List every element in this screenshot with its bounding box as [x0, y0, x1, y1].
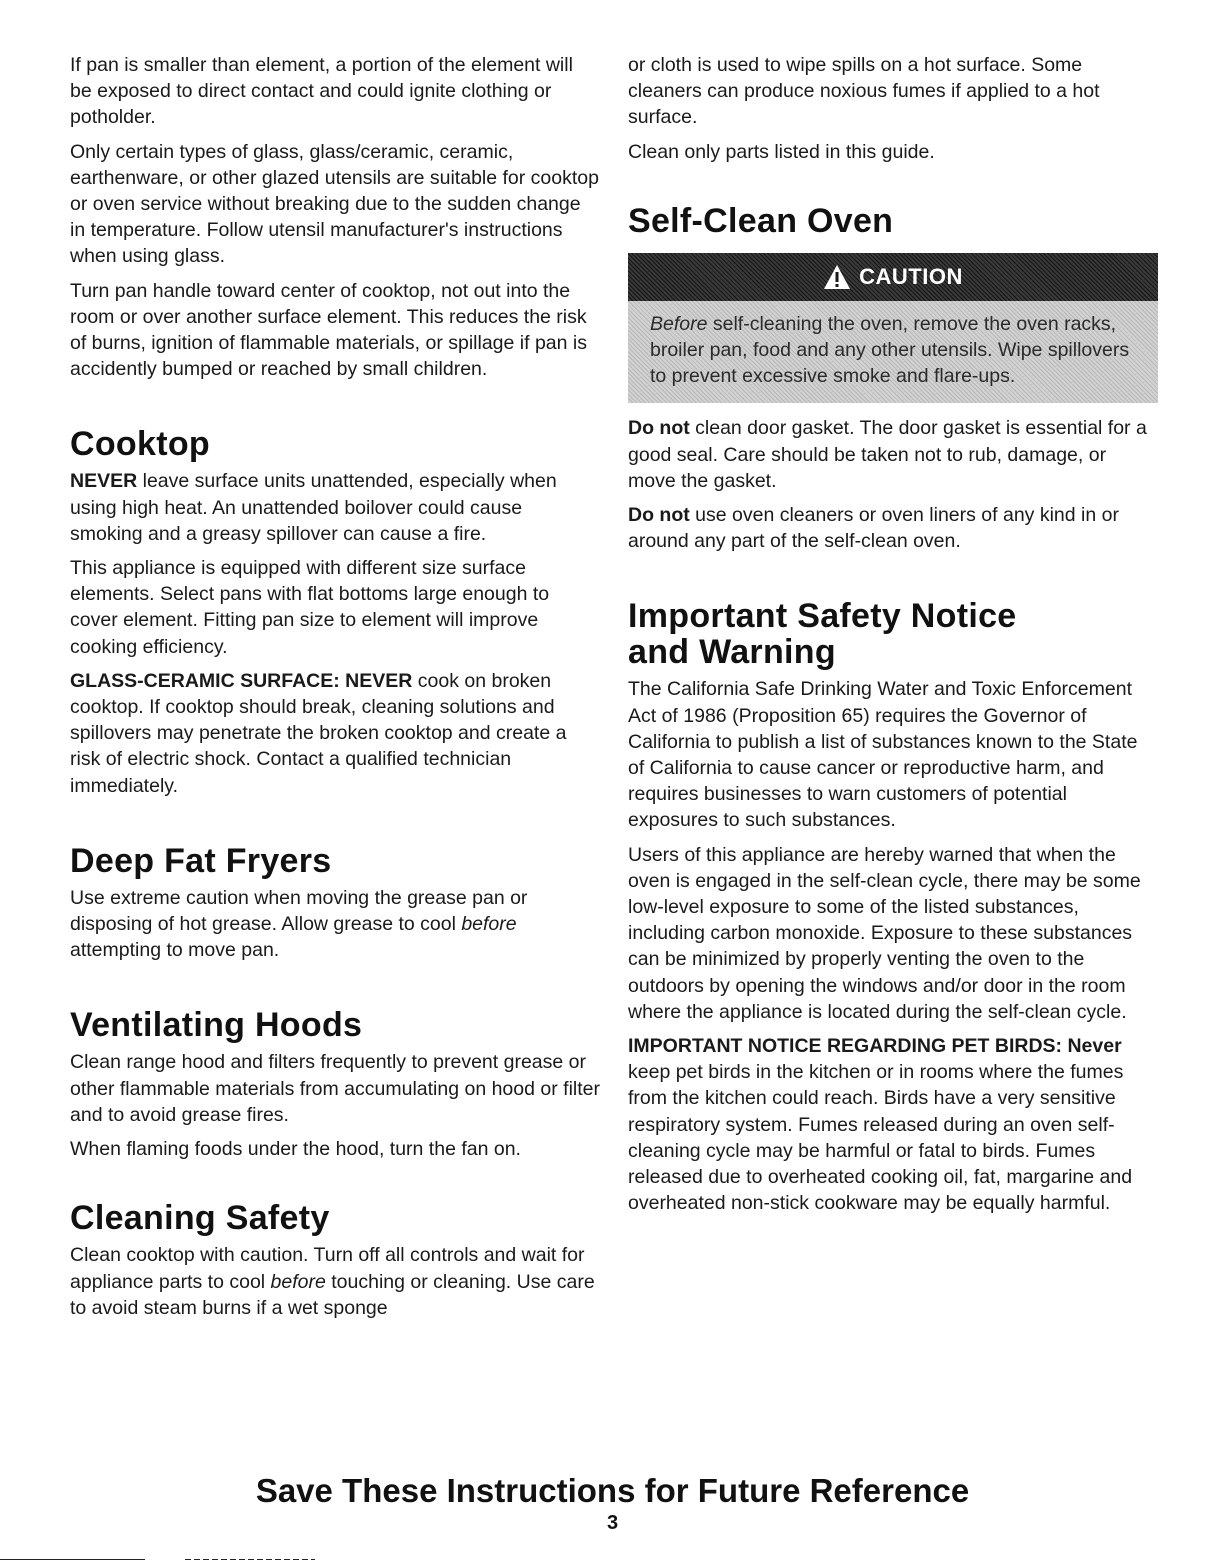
notice-paragraph-2: Users of this appliance are hereby warned that when the oven is engaged in the self-clean cycle, there may be some low-level exposure to some of the listed substances, including carbon monoxide. Exposure to these substances can be minimized by properly venting the oven to the outdoors by opening the windows and/or door in the room where the appliance is located during the self-clean cycle. — [628, 843, 1141, 1023]
cleaning-tail: touching or cleaning. Use care to avoid steam burns if a wet sponge — [70, 1270, 595, 1319]
footer-title: Save These Instructions for Future Reference — [255, 1472, 970, 1509]
notice-paragraph-3 — [628, 1033, 1158, 1216]
intro-paragraph-1: If pan is smaller than element, a portion of the element will be exposed to direct contact and could ignite clothing or potholder. — [70, 54, 573, 129]
left-column — [70, 52, 600, 1329]
intro-paragraph-2: Only certain types of glass, glass/ceramic, ceramic, earthenware, or other glazed utensils are suitable for cooktop or oven service without breaking due to the sudden change in temperature. Follow utensil manufacturer's instructions when using glass. — [70, 140, 599, 268]
pet-birds-text: keep pet birds in the kitchen or in rooms where the fumes from the kitchen could reach. Birds have a very sensitive respiratory system. Fumes released during an oven self-cleaning cycle may be harmful or fatal to birds. Fumes released due to overheated cooking oil, fat, margarine and overheated non-stick cookware may be equally harmful. — [628, 1061, 1133, 1215]
notice-heading-line-1: Important Safety Notice — [628, 597, 1017, 636]
cooktop-p3-text: cook on broken cooktop. If cooktop should break, cleaning solutions and spillovers may penetrate the broken cooktop and create a risk of electric shock. Contact a qualified technician immediately. — [70, 669, 567, 797]
deep-fat-tail: attempting to move pan. — [70, 939, 280, 962]
continued-paragraph-1: or cloth is used to wipe spills on a hot surface. Some cleaners can produce noxious fumes if applied to a hot surface. — [628, 54, 1100, 129]
caution-text — [628, 301, 1158, 404]
warning-triangle-icon — [823, 264, 851, 290]
notice-paragraph-1: The California Safe Drinking Water and Toxic Enforcement Act of 1986 (Proposition 65) requires the Governor of California to publish a list of substances known to the State of California to cause cancer or reproductive harm, and requires businesses to warn customers of potential exposures to such substances. — [628, 678, 1138, 832]
continued-paragraph-2: Clean only parts listed in this guide. — [628, 140, 935, 163]
caution-title: CAUTION — [859, 263, 963, 289]
cooktop-paragraph-1 — [70, 468, 600, 547]
cleaning-heading: Cleaning Safety — [70, 1199, 330, 1238]
self-clean-p1-text: clean door gasket. The door gasket is essential for a good seal. Care should be taken not to rub, damage, or move the gasket. — [628, 417, 1147, 492]
deep-fat-paragraph — [70, 885, 600, 964]
caution-italic: Before — [650, 312, 708, 335]
intro-paragraph-3: Turn pan handle toward center of cooktop, not out into the room or over another surface element. This reduces the risk of burns, ignition of flammable materials, or spillage if pan is accidently bumped or reached by small children. — [70, 279, 587, 381]
bottom-dashed-rule — [185, 1559, 315, 1560]
pet-birds-label: IMPORTANT NOTICE REGARDING PET BIRDS: Never — [628, 1035, 1122, 1058]
deep-fat-italic: before — [461, 913, 517, 936]
bottom-rule — [0, 1559, 145, 1560]
self-clean-heading: Self-Clean Oven — [628, 201, 894, 240]
glass-ceramic-label: GLASS-CERAMIC SURFACE: NEVER — [70, 669, 413, 692]
ventilating-heading: Ventilating Hoods — [70, 1006, 363, 1045]
cooktop-heading: Cooktop — [70, 425, 210, 464]
self-clean-p2-text: use oven cleaners or oven liners of any kind in or around any part of the self-clean oven. — [628, 504, 1119, 553]
cooktop-paragraph-2: This appliance is equipped with different size surface elements. Select pans with flat bottoms large enough to cover element. Fitting pan size to element will improve cooking efficiency. — [70, 557, 550, 658]
cleaning-italic: before — [270, 1270, 326, 1293]
page-number: 3 — [606, 1512, 619, 1534]
do-not-label-1: Do not — [628, 417, 690, 440]
never-label: NEVER — [70, 470, 138, 493]
right-column — [628, 52, 1158, 1225]
deep-fat-heading: Deep Fat Fryers — [70, 841, 332, 880]
ventilating-paragraph-1: Clean range hood and filters frequently to prevent grease or other flammable materials from accumulating on hood or filter and to avoid grease fires. — [70, 1051, 600, 1126]
cooktop-paragraph-3 — [70, 668, 600, 799]
cleaning-paragraph — [70, 1242, 600, 1321]
caution-header — [628, 253, 1158, 301]
notice-heading-line-2: and Warning — [628, 633, 836, 672]
caution-box — [628, 253, 1158, 404]
notice-heading — [628, 598, 1158, 670]
self-clean-paragraph-2 — [628, 502, 1158, 554]
caution-body-text: self-cleaning the oven, remove the oven racks, broiler pan, food and any other utensils. Wipe spillovers to prevent excessive smoke and flare-ups. — [650, 312, 1130, 388]
ventilating-paragraph-2: When flaming foods under the hood, turn the fan on. — [70, 1138, 521, 1161]
self-clean-paragraph-1 — [628, 415, 1158, 494]
cleaning-text: Clean cooktop with caution. Turn off all controls and wait for appliance parts to cool — [70, 1244, 585, 1293]
cooktop-p1-text: leave surface units unattended, especially when using high heat. An unattended boilover could cause smoking and a greasy spillover can cause a fire. — [70, 470, 557, 545]
deep-fat-text: Use extreme caution when moving the grease pan or disposing of hot grease. Allow grease to cool — [70, 886, 528, 936]
do-not-label-2: Do not — [628, 504, 690, 527]
